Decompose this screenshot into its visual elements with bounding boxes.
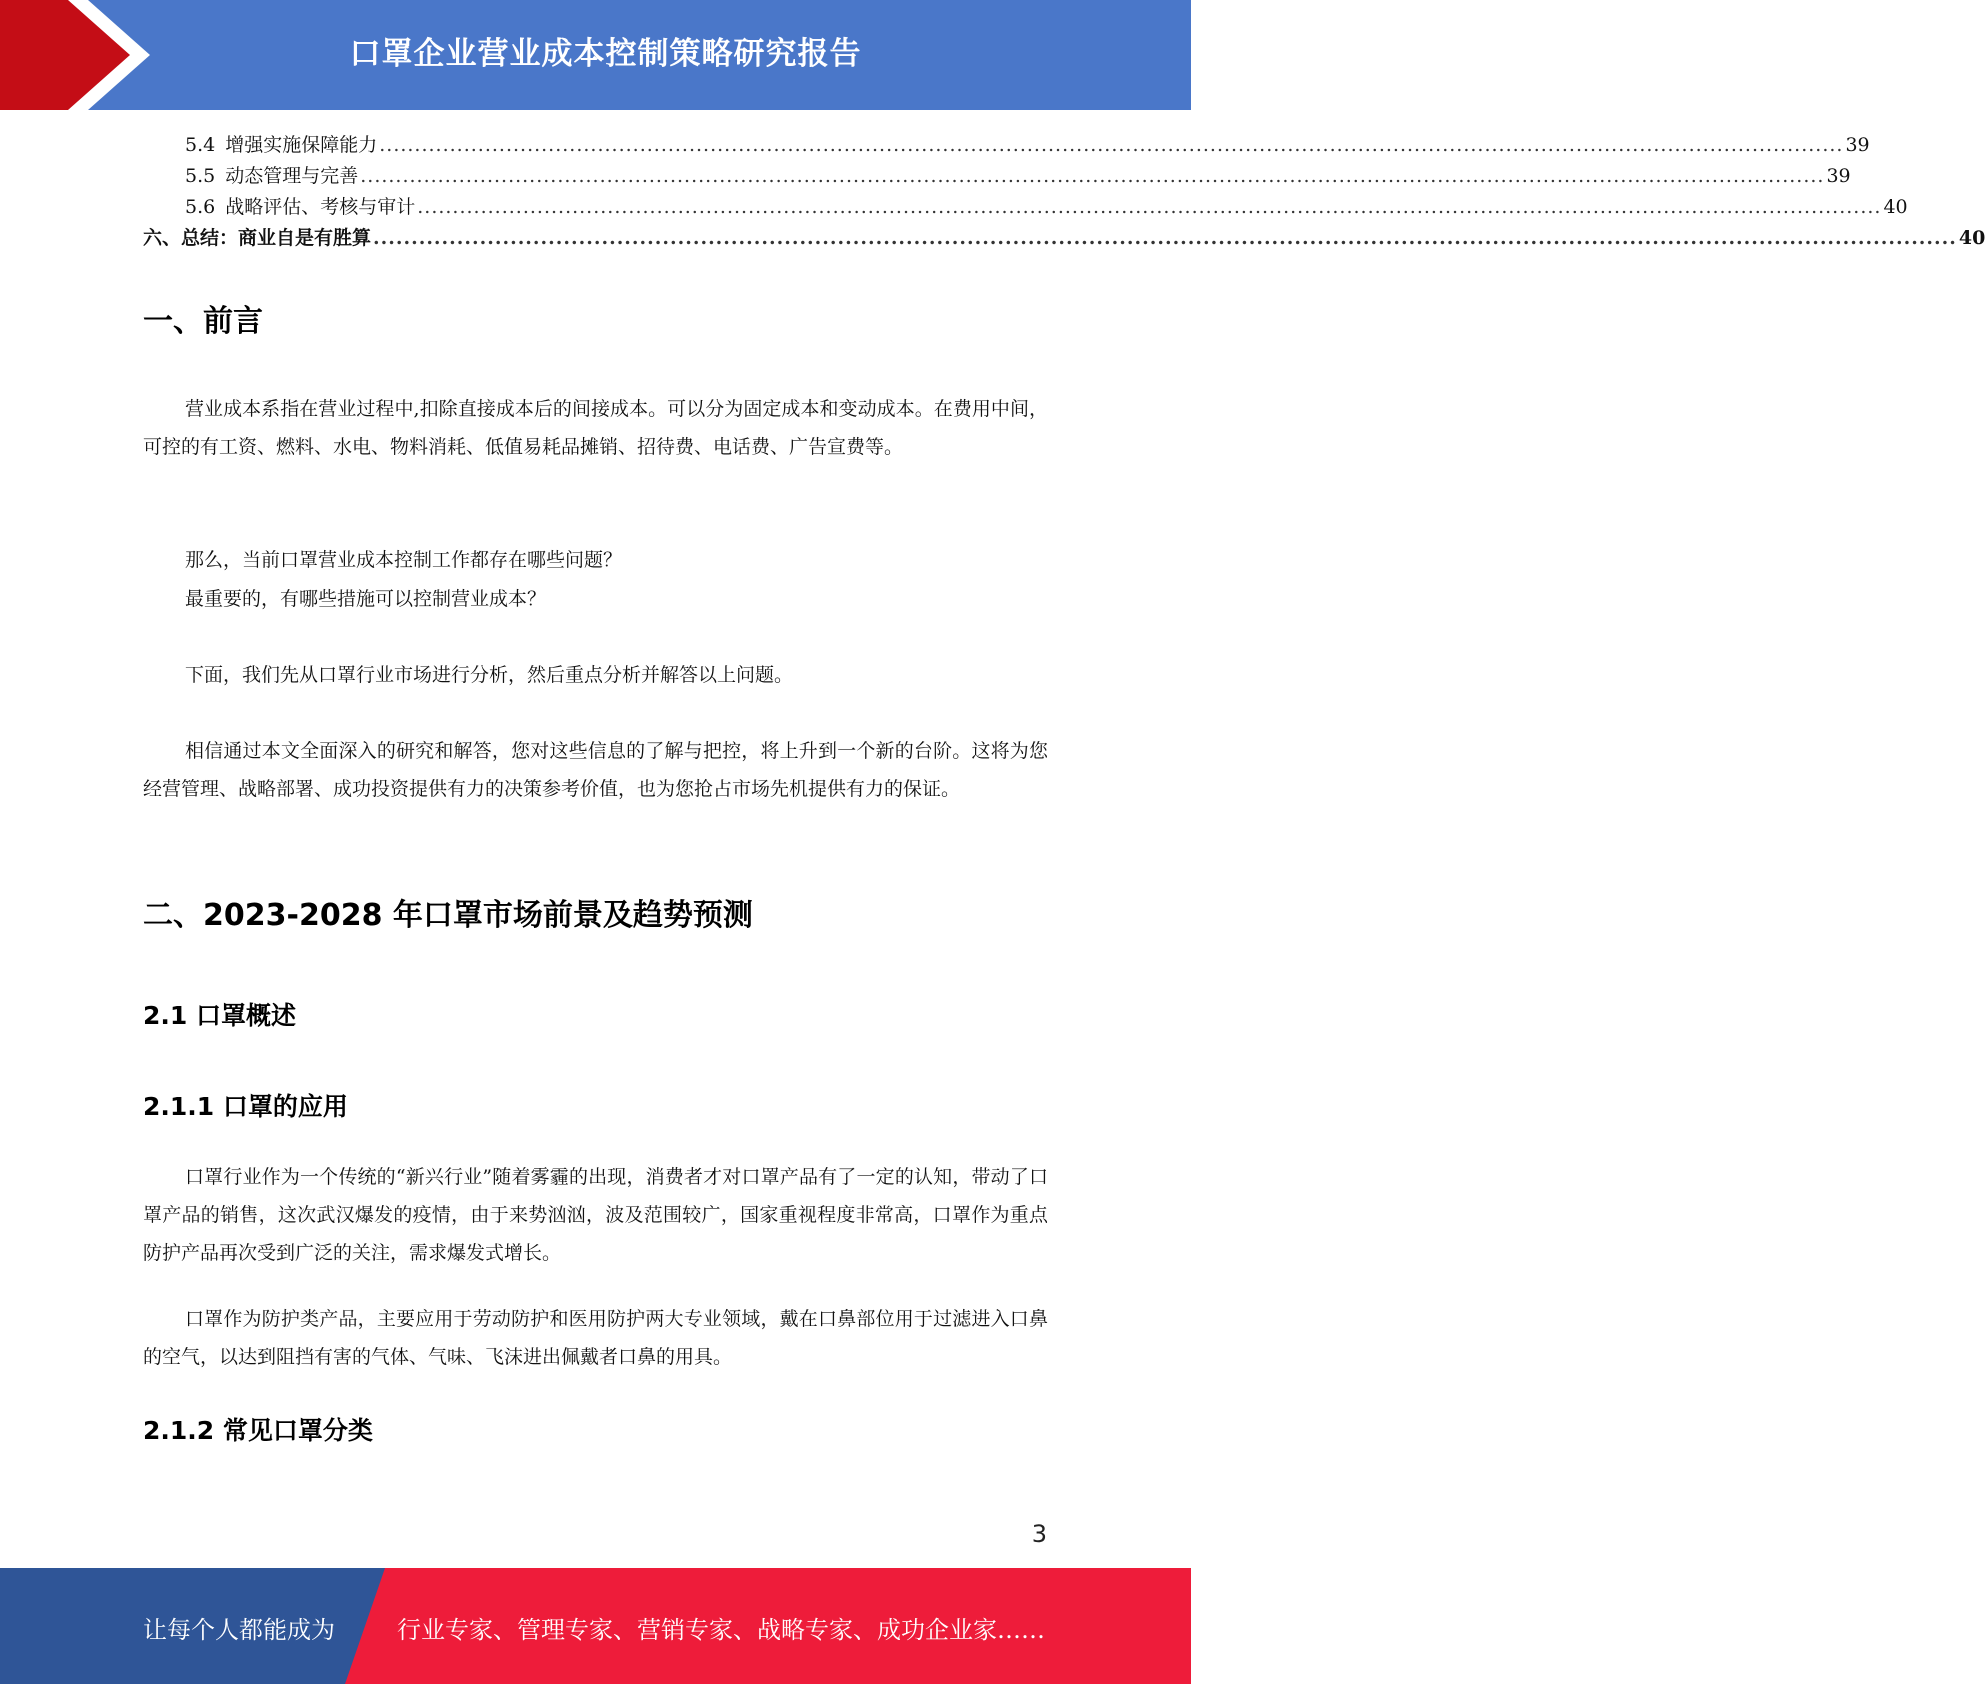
toc-number: 5.4	[185, 134, 216, 156]
toc-page: 40	[1883, 196, 1908, 218]
toc-title: 增强实施保障能力	[225, 134, 378, 156]
preface-paragraph-4: 相信通过本文全面深入的研究和解答，您对这些信息的了解与把控，将上升到一个新的台阶。这将为您经营管理、战略部署、成功投资提供有力的决策参考价值，也为您抢占市场先机提供有力的保证。	[143, 740, 1048, 800]
toc-page: 40	[1958, 227, 1985, 249]
toc-number: 5.5	[185, 165, 216, 187]
toc-title: 六、总结：商业自是有胜算	[143, 227, 372, 249]
application-paragraph-1: 口罩行业作为一个传统的“新兴行业”随着雾霾的出现，消费者才对口罩产品有了一定的认知，带动了口罩产品的销售，这次武汉爆发的疫情，由于来势汹汹，波及范围较广，国家重视程度非常高，口罩作为重点防护产品再次受到广泛的关注，需求爆发式增长。	[143, 1166, 1048, 1264]
footer-slogan-right: 行业专家、管理专家、营销专家、战略专家、成功企业家……	[397, 1616, 1045, 1644]
toc-leader-dots: ................................................................................................................................................................................................................	[417, 196, 1882, 218]
overview-heading: 2.1 口罩概述	[143, 1001, 296, 1030]
page-number: 3	[1031, 1520, 1047, 1548]
toc-leader-dots: ................................................................................................................................................................................................................	[373, 227, 1957, 249]
market-heading: 二、2023-2028 年口罩市场前景及趋势预测	[143, 898, 753, 933]
toc-leader-dots: ................................................................................................................................................................................................................	[379, 134, 1844, 156]
footer-slogan-left: 让每个人都能成为	[143, 1616, 335, 1644]
toc-page: 39	[1845, 134, 1870, 156]
application-paragraph-2: 口罩作为防护类产品，主要应用于劳动防护和医用防护两大专业领域，戴在口鼻部位用于过滤进入口鼻的空气，以达到阻挡有害的气体、气味、飞沫进出佩戴者口鼻的用具。	[143, 1308, 1048, 1368]
toc-item-6[interactable]	[143, 223, 1985, 254]
header-title: 口罩企业营业成本控制策略研究报告	[349, 36, 862, 72]
toc-number: 5.6	[185, 196, 216, 218]
table-of-contents	[143, 130, 1985, 254]
preface-heading: 一、前言	[143, 304, 263, 339]
toc-item-5-6[interactable]	[143, 192, 1908, 223]
preface-paragraph-1: 营业成本系指在营业过程中,扣除直接成本后的间接成本。可以分为固定成本和变动成本。在费用中间，可控的有工资、燃料、水电、物料消耗、低值易耗品摊销、招待费、电话费、广告宣费等。	[143, 398, 1048, 458]
toc-item-5-5[interactable]	[143, 161, 1851, 192]
toc-title: 动态管理与完善	[225, 165, 359, 187]
page-footer	[0, 1568, 1191, 1684]
preface-paragraph-3: 下面，我们先从口罩行业市场进行分析，然后重点分析并解答以上问题。	[185, 664, 794, 686]
preface-question-1: 那么，当前口罩营业成本控制工作都存在哪些问题？	[185, 549, 623, 571]
toc-page: 39	[1826, 165, 1851, 187]
classification-heading: 2.1.2 常见口罩分类	[143, 1416, 373, 1445]
preface-question-2: 最重要的，有哪些措施可以控制营业成本？	[185, 588, 547, 610]
toc-leader-dots: ................................................................................................................................................................................................................	[360, 165, 1825, 187]
toc-item-5-4[interactable]	[143, 130, 1870, 161]
application-heading: 2.1.1 口罩的应用	[143, 1092, 348, 1121]
page-header	[0, 0, 1191, 110]
toc-title: 战略评估、考核与审计	[225, 196, 416, 218]
